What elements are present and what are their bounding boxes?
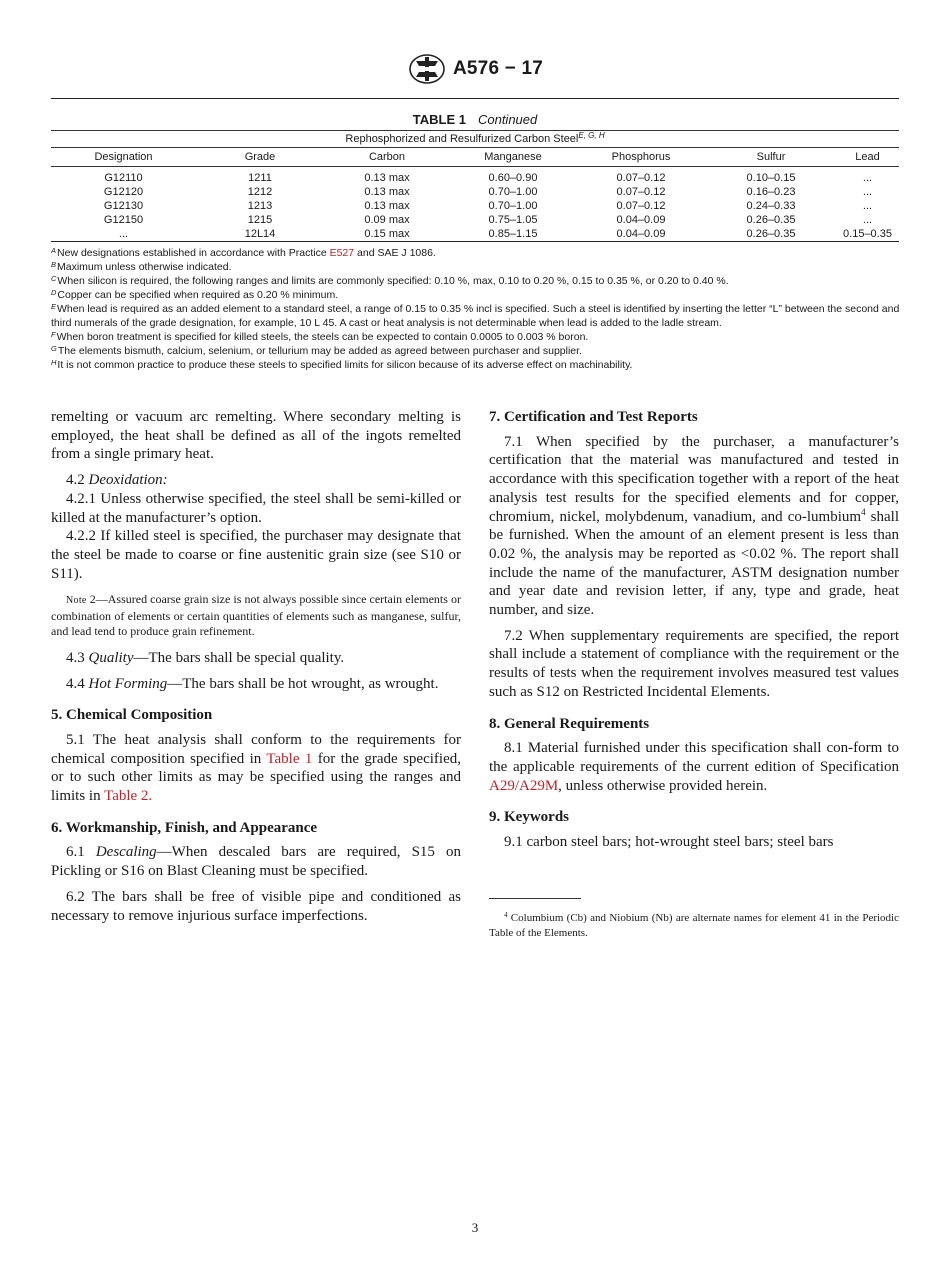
table-note-d: $^D$Copper can be specified when required as 0.20 % minimum.	[51, 288, 339, 301]
section-4-2: 4.2 Deoxidation:	[66, 472, 168, 489]
heading-8: 8. General Requirements	[489, 715, 650, 732]
table-cell: 0.04–0.09	[616, 213, 666, 226]
table-note-a: $^A$New designations established in accordance with Practice E527 and SAE J 1086.	[51, 246, 436, 259]
table-cell: G12120	[103, 185, 144, 198]
table-cell: 0.15–0.35	[836, 227, 899, 242]
table-note-f: $^F$When boron treatment is specified for killed steels, the steels can be expected to contain 0.0005 to 0.003 % boron.	[51, 330, 589, 343]
table-cell: ...	[862, 171, 873, 184]
table-row	[51, 185, 899, 199]
section-9-1: 9.1 carbon steel bars; hot-wrought steel bars; steel bars	[504, 834, 834, 851]
section-6-2: 6.2 The bars shall be free of visible pipe and conditioned as necessary to remove injurious surface imperfections.	[51, 888, 461, 924]
table-cell: 1212	[247, 185, 273, 198]
table-cell: 0.04–0.09	[576, 227, 706, 242]
table-row	[51, 171, 899, 185]
table-cell: 0.10–0.15	[746, 171, 796, 184]
table-cell: 1211	[248, 171, 272, 184]
col-header: Phosphorus	[576, 148, 706, 167]
table-caption: Rephosphorized and Resulfurized Carbon Steel$^{E, G, H}$	[51, 131, 899, 148]
table-continued: Continued	[477, 112, 538, 127]
page-header	[0, 52, 950, 86]
section-8-1: 8.1 Material furnished under this specification shall con-form to the applicable requirements of the current edition of Specification A29/A29M, unless otherwise provided herein.	[489, 740, 899, 794]
col-header: Sulfur	[706, 148, 836, 167]
composition-table	[51, 130, 899, 242]
table-2-link[interactable]: Table 2.	[104, 788, 153, 805]
table-note-c: $^C$When silicon is required, the following ranges and limits are commonly specified: 0.10 %, max, 0.10 to 0.20 %, 0.15 to 0.35 %, or 0.20 to 0.40 %.	[51, 274, 729, 287]
table-cell: 0.70–1.00	[488, 199, 538, 212]
table-header-row	[51, 148, 899, 167]
right-column	[489, 408, 899, 852]
table-cell: 0.24–0.33	[746, 199, 796, 212]
header-rule	[51, 98, 899, 99]
col-header: Lead	[836, 148, 899, 167]
table-cell: G12110	[104, 171, 143, 184]
page-number: 3	[471, 1220, 479, 1235]
table-cell: 1213	[247, 199, 273, 212]
table-cell: G12130	[103, 199, 144, 212]
section-7-1: 7.1 When specified by the purchaser, a manufacturer’s certification that the material was manufactured and tested in accordance with this specification together with a report of the heat analysis test results for the specified elements and for copper, chromium, nickel, molybdenum, vanadium, and co-lumbium$^4$ shall be furnished. When the amount of an element present is less than 0.02 %, the analysis may be reported as <0.02 %. The report shall include the name of the manufacturer, ASTM designation number and year date and revision letter, if any, type and grade, heat number, and size.	[489, 433, 899, 619]
table-cell: ...	[862, 213, 873, 226]
table-cell: 0.26–0.35	[706, 227, 836, 242]
note-2: Note 2—Assured coarse grain size is not always possible since certain elements or combination of elements or certain quantities of elements such as manganese, sulfur, and lead tend to produce grain refinement.	[51, 592, 461, 639]
section-4-4: 4.4 Hot Forming—The bars shall be hot wrought, as wrought.	[66, 675, 439, 692]
heading-9: 9. Keywords	[489, 809, 569, 826]
table-note-e: $^E$When lead is required as an added element to a standard steel, a range of 0.15 to 0.35 % incl is specified. Such a steel is identified by inserting the letter “L” between the second and third numerals of the grade designation, for example, 10 L 45. A cast or heat analysis is not determinable when lead is added to the ladle stream.	[51, 302, 900, 329]
left-column	[51, 408, 461, 925]
table-note-b: $^B$Maximum unless otherwise indicated.	[51, 260, 232, 273]
table-cell: 0.13 max	[364, 199, 410, 212]
table-cell: 0.13 max	[364, 185, 410, 198]
table-row	[51, 199, 899, 213]
section-5-1: 5.1 The heat analysis shall conform to the requirements for chemical composition specified in Table 1 for the grade specified, or to such other limits as may be specified using the ranges and limits in Table 2.	[51, 731, 461, 805]
table-cell: 0.70–1.00	[488, 185, 538, 198]
section-4-2-2: 4.2.2 If killed steel is specified, the purchaser may designate that the steel be made to coarse or fine austenitic grain size (see S10 or S11).	[51, 528, 461, 582]
table-cell: G12150	[103, 213, 144, 226]
table-number: TABLE 1	[412, 112, 466, 127]
section-7-2: 7.2 When supplementary requirements are specified, the report shall include a statement of compliance with the requirement or the results of tests when the requirement involves measured test values such as S12 on Restricted Incidental Elements.	[489, 627, 899, 700]
table-cell: 0.85–1.15	[450, 227, 576, 242]
table-cell: 1215	[247, 213, 273, 226]
table-cell: 0.15 max	[324, 227, 450, 242]
table-row	[51, 213, 899, 227]
table-cell: 0.60–0.90	[488, 171, 538, 184]
table-row	[51, 227, 899, 242]
astm-logo-icon	[407, 53, 447, 85]
table-cell: ...	[51, 227, 196, 242]
table-cell: 0.07–0.12	[616, 199, 666, 212]
col-header: Designation	[51, 148, 196, 167]
col-header: Carbon	[324, 148, 450, 167]
footnote-4: $^4$ Columbium (Cb) and Niobium (Nb) are alternate names for element 41 in the Periodic Table of the Elements.	[489, 911, 899, 939]
table-cell: ...	[862, 199, 873, 212]
table-note-g: $^G$The elements bismuth, calcium, selenium, or tellurium may be added as agreed between purchaser and supplier.	[51, 344, 582, 357]
table-footnotes	[51, 246, 901, 372]
section-4-3: 4.3 Quality—The bars shall be special quality.	[66, 649, 345, 666]
table-cell: 0.26–0.35	[746, 213, 796, 226]
table-note-h: $^H$It is not common practice to produce these steels to specified limits for silicon because of its adverse effect on machinability.	[51, 358, 633, 371]
section-6-1: 6.1 Descaling—When descaled bars are required, S15 on Pickling or S16 on Blast Cleaning must be specified.	[51, 844, 461, 880]
col-header: Grade	[196, 148, 324, 167]
table-cell: 0.07–0.12	[616, 185, 666, 198]
table-cell: 0.09 max	[364, 213, 410, 226]
heading-5: 5. Chemical Composition	[51, 707, 213, 724]
table-1-link[interactable]: Table 1	[266, 750, 313, 767]
document-id: A576 − 17	[452, 58, 543, 79]
table-title	[51, 112, 899, 127]
footnote-ref[interactable]: 4	[861, 506, 866, 517]
e527-link[interactable]: E527	[329, 247, 355, 259]
section-4-2-1: 4.2.1 Unless otherwise specified, the steel shall be semi-killed or killed at the manufacturer’s option.	[51, 490, 461, 526]
heading-6: 6. Workmanship, Finish, and Appearance	[51, 819, 318, 836]
heading-7: 7. Certification and Test Reports	[489, 409, 698, 425]
table-cell: 12L14	[196, 227, 324, 242]
table-cell: 0.75–1.05	[488, 213, 538, 226]
table-cell: 0.16–0.23	[746, 185, 796, 198]
col-header: Manganese	[450, 148, 576, 167]
table-cell: 0.07–0.12	[616, 171, 666, 184]
table-cell: 0.13 max	[364, 171, 410, 184]
a29-link[interactable]: A29/A29M	[489, 777, 559, 794]
table-cell: ...	[862, 185, 873, 198]
paragraph-remelt: remelting or vacuum arc remelting. Where secondary melting is employed, the heat shall be defined as all of the ingots remelted from a single primary heat.	[51, 409, 461, 463]
footnote-rule	[489, 898, 581, 899]
